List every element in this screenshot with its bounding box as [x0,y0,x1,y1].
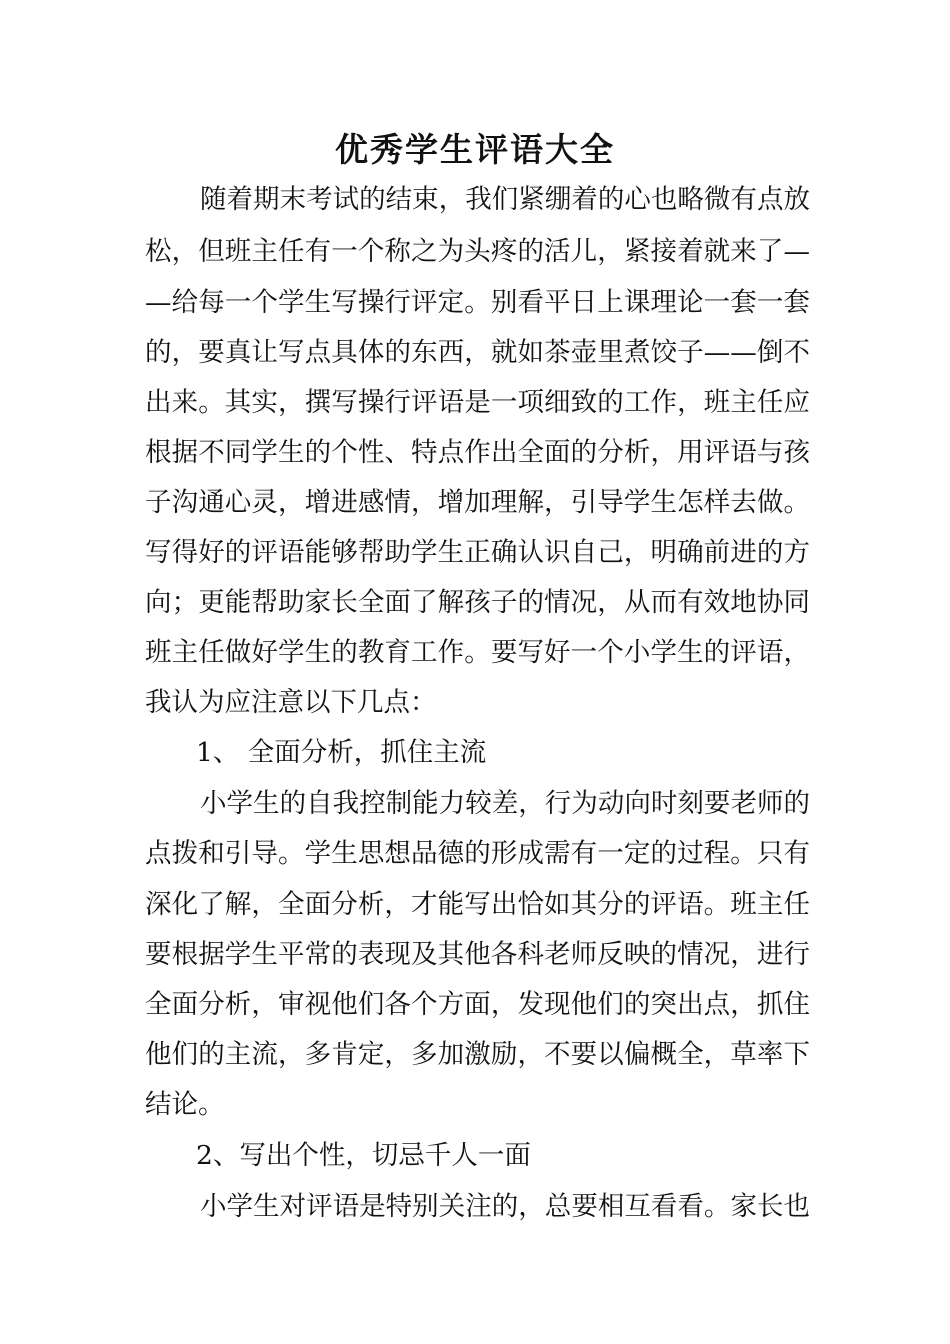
paragraph-line: 深化了解，全面分析，才能写出恰如其分的评语。班主任 [145,889,810,920]
paragraph-line: 子沟通心灵，增进感情，增加理解，引导学生怎样去做。 [145,487,810,518]
section-heading: 1、 全面分析，抓住主流 [196,737,487,768]
paragraph-line: 的，要真让写点具体的东西，就如茶壶里煮饺子——倒不 [145,337,810,368]
paragraph-line: 松，但班主任有一个称之为头疼的活儿，紧接着就来了— [145,236,810,267]
paragraph-line: 全面分析，审视他们各个方面，发现他们的突出点，抓住 [145,989,810,1020]
paragraph-line: —给每一个学生写操行评定。别看平日上课理论一套一套 [145,287,810,318]
document-title: 优秀学生评语大全 [335,130,615,169]
paragraph-line: 写得好的评语能够帮助学生正确认识自己，明确前进的方 [145,537,810,568]
section-heading: 2、写出个性，切忌千人一面 [196,1140,531,1171]
paragraph-line: 随着期末考试的结束，我们紧绷着的心也略微有点放 [200,184,810,215]
paragraph-line: 出来。其实，撰写操行评语是一项细致的工作，班主任应 [145,387,810,418]
paragraph-line: 要根据学生平常的表现及其他各科老师反映的情况，进行 [145,939,810,970]
paragraph-line: 向；更能帮助家长全面了解孩子的情况，从而有效地协同 [145,587,810,618]
paragraph-line: 根据不同学生的个性、特点作出全面的分析，用评语与孩 [145,437,810,468]
paragraph-line: 小学生的自我控制能力较差，行为动向时刻要老师的 [200,788,810,819]
paragraph-line: 我认为应注意以下几点： [145,687,437,718]
paragraph-line: 结论。 [145,1089,225,1120]
paragraph-line: 班主任做好学生的教育工作。要写好一个小学生的评语， [145,637,810,668]
paragraph-line: 小学生对评语是特别关注的，总要相互看看。家长也 [200,1191,810,1222]
paragraph-line: 他们的主流，多肯定，多加激励，不要以偏概全，草率下 [145,1039,810,1070]
paragraph-line: 点拨和引导。学生思想品德的形成需有一定的过程。只有 [145,838,810,869]
